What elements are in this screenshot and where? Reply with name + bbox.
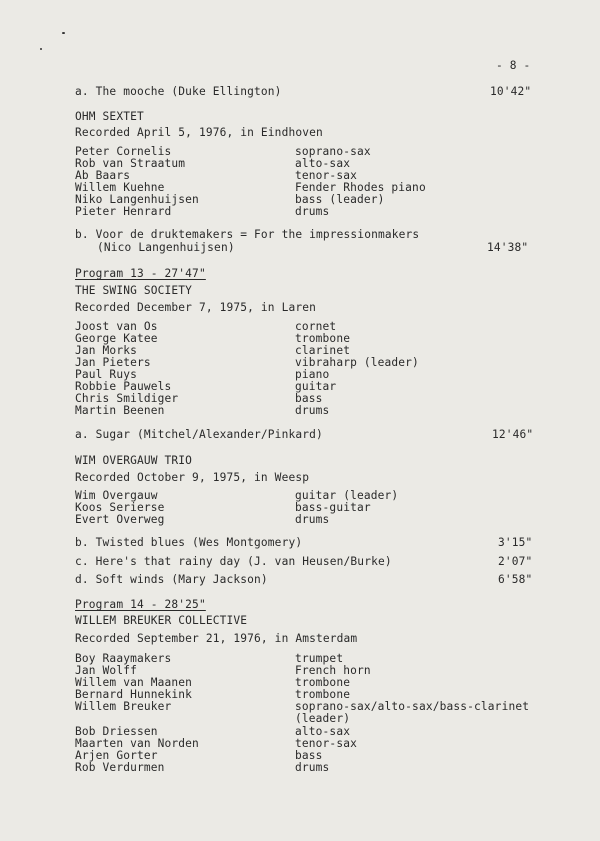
musician-instrument: alto-sax [295,157,351,170]
musician-name: Paul Ruys [75,368,137,381]
musician-name: Ab Baars [75,169,131,182]
musician-name: Jan Wolff [75,664,137,677]
recorded-line: Recorded September 21, 1976, in Amsterdam [75,632,358,645]
musician-name: Wim Overgauw [75,489,158,502]
track-title: a. The mooche (Duke Ellington) [75,85,282,98]
musician-name: Arjen Gorter [75,749,158,762]
musician-name: Joost van Os [75,320,158,333]
musician-instrument: vibraharp (leader) [295,356,419,369]
track-title: b. Twisted blues (Wes Montgomery) [75,536,303,549]
musician-name: Koos Serierse [75,501,165,514]
musician-instrument: tenor-sax [295,737,357,750]
band-name: WILLEM BREUKER COLLECTIVE [75,614,248,627]
speck-mark [62,32,65,34]
track-title: c. Here's that rainy day (J. van Heusen/Burke) [75,555,392,568]
track-time: 10'42" [490,85,532,98]
recorded-line: Recorded December 7, 1975, in Laren [75,301,316,314]
musician-instrument: alto-sax [295,725,351,738]
musician-instrument: tenor-sax [295,169,357,182]
musician-instrument: cornet [295,320,337,333]
musician-instrument: guitar [295,380,337,393]
track-time: 6'58" [498,573,533,586]
musician-name: Jan Pieters [75,356,151,369]
musician-instrument: bass [295,749,323,762]
musician-name: Evert Overweg [75,513,165,526]
page-number: - 8 - [496,59,531,72]
musician-instrument: trombone [295,676,351,689]
musician-instrument: piano [295,368,330,381]
track-title-cont: (Nico Langenhuijsen) [97,241,235,254]
band-name: WIM OVERGAUW TRIO [75,454,193,467]
musician-name: Maarten van Norden [75,737,199,750]
program-heading: Program 13 - 27'47" [75,267,206,280]
track-title: a. Sugar (Mitchel/Alexander/Pinkard) [75,428,323,441]
musician-instrument: soprano-sax [295,145,371,158]
musician-instrument: trombone [295,688,351,701]
musician-instrument: French horn [295,664,371,677]
musician-name: Peter Cornelis [75,145,172,158]
musician-name: Boy Raaymakers [75,652,172,665]
musician-name: Robbie Pauwels [75,380,172,393]
musician-instrument: trumpet [295,652,344,665]
recorded-line: Recorded October 9, 1975, in Weesp [75,471,310,484]
musician-instrument: trombone [295,332,351,345]
musician-name: George Katee [75,332,158,345]
musician-instrument: drums [295,404,330,417]
track-time: 3'15" [498,536,533,549]
speck-mark [40,48,42,50]
musician-instrument: drums [295,513,330,526]
musician-instrument: drums [295,761,330,774]
musician-name: Rob van Straatum [75,157,186,170]
band-name: OHM SEXTET [75,110,144,123]
musician-instrument-cont: (leader) [295,712,351,725]
musician-instrument: drums [295,205,330,218]
musician-name: Willem Breuker [75,700,172,713]
track-title: d. Soft winds (Mary Jackson) [75,573,268,586]
musician-instrument: bass [295,392,323,405]
musician-instrument: Fender Rhodes piano [295,181,426,194]
track-time: 12'46" [492,428,534,441]
musician-instrument: bass-guitar [295,501,371,514]
musician-name: Martin Beenen [75,404,165,417]
recorded-line: Recorded April 5, 1976, in Eindhoven [75,126,323,139]
track-time: 14'38" [487,241,529,254]
musician-name: Chris Smildiger [75,392,179,405]
musician-name: Willem van Maanen [75,676,193,689]
band-name: THE SWING SOCIETY [75,284,193,297]
musician-instrument: clarinet [295,344,351,357]
musician-name: Willem Kuehne [75,181,165,194]
track-title: b. Voor de druktemakers = For the impressionmakers [75,228,420,241]
musician-name: Bernard Hunnekink [75,688,193,701]
program-heading: Program 14 - 28'25" [75,598,206,611]
musician-instrument: soprano-sax/alto-sax/bass-clarinet [295,700,530,713]
musician-instrument: bass (leader) [295,193,385,206]
track-time: 2'07" [498,555,533,568]
musician-name: Niko Langenhuijsen [75,193,199,206]
musician-name: Pieter Henrard [75,205,172,218]
musician-name: Rob Verdurmen [75,761,165,774]
musician-name: Jan Morks [75,344,137,357]
musician-name: Bob Driessen [75,725,158,738]
musician-instrument: guitar (leader) [295,489,399,502]
